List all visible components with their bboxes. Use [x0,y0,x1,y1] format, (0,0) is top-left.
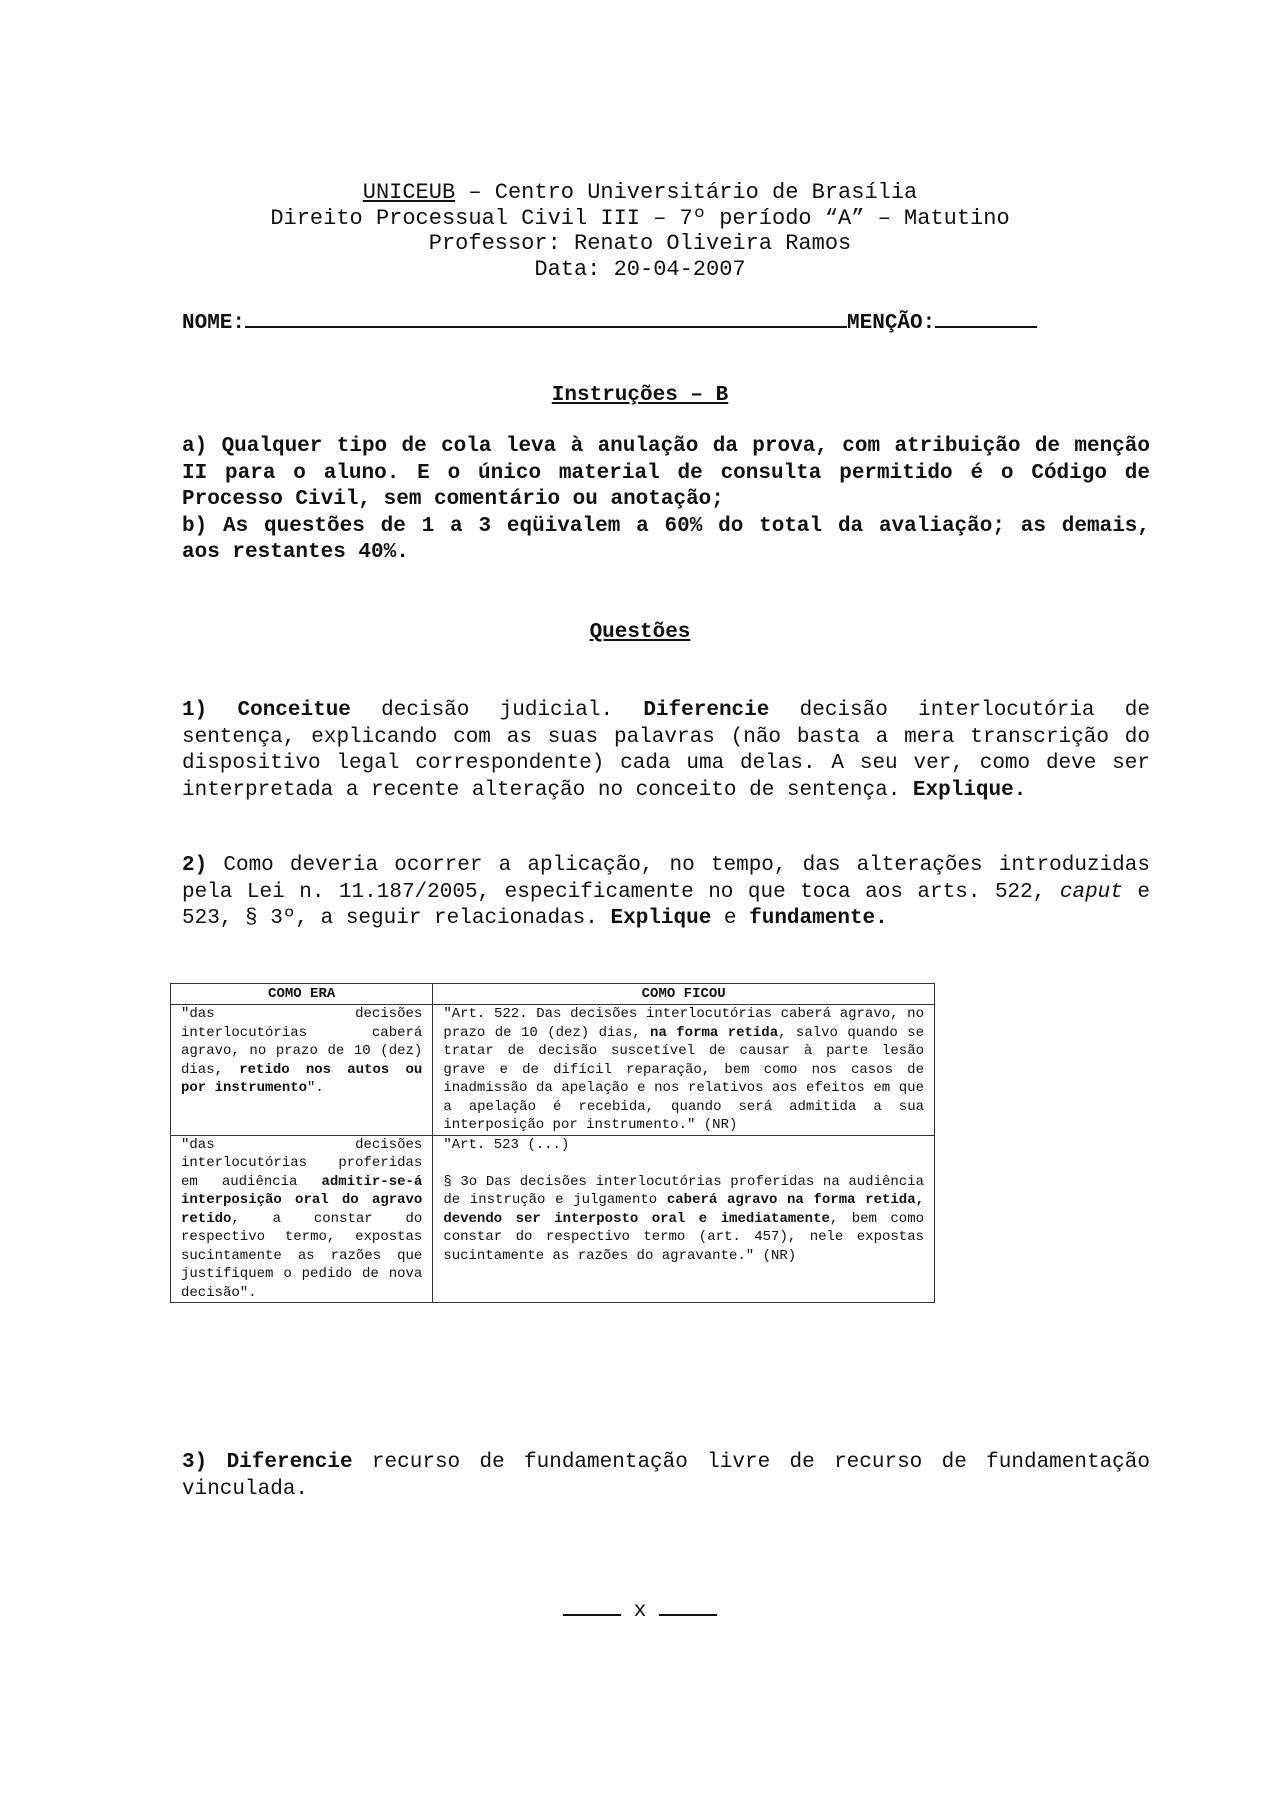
question-2 [182,853,1150,933]
professor-line: Professor: Renato Oliveira Ramos [428,231,852,256]
row1-before-text: "das decisões interlocutórias caberá agravo, no prazo de 10 (dez) dias, [181,1006,423,1078]
student-name-line [182,308,1082,335]
exam-header [0,180,1280,282]
q1-number: 1) [182,699,208,722]
q1-text-2: decisão interlocutória de sentença, explicando com as suas palavras (não basta a mera transcrição do dispositivo legal correspondente) cada uma delas. A seu ver, como deve ser interpretada a recente alteração no conceito de sentença. [182,699,1150,802]
table-header-row [171,984,935,1005]
q2-verb-fundamente: fundamente. [749,907,888,930]
header-como-era: COMO ERA [171,984,433,1005]
name-blank[interactable] [245,308,847,328]
course-line: Direito Processual Civil III – 7º período “A” – Matutino [270,205,1010,231]
institution-name: – Centro Universitário de Brasília [455,180,918,205]
row2-before-cell [171,1135,433,1303]
row2-before-bold: admitir-se-á interposição oral do agravo retido [181,1173,423,1227]
name-label: NOME: [182,312,246,335]
row2-after-text: § 3o Das decisões interlocutórias proferidas na audiência de instrução e julgamento [443,1173,924,1208]
row1-after-cell [433,1005,935,1136]
question-3 [182,1450,1150,1503]
row2-before-text: "das decisões interlocutórias proferidas em audiência [181,1136,423,1190]
date-line: Data: 20-04-2007 [534,256,746,282]
footer-mark [0,1598,1280,1623]
row1-before-cell [171,1005,433,1136]
row2-after-cell [433,1135,935,1303]
footer-x: x [621,1600,659,1623]
row2-after-spacer [443,1154,924,1173]
question-1 [182,698,1150,804]
q2-text-1: Como deveria ocorrer a aplicação, no tempo, das alterações introduzidas pela Lei n. 11.187/2005, especificamente no que toca aos arts. 522, [182,854,1150,904]
row1-before-end: ". [307,1080,324,1096]
q3-text-1: recurso de fundamentação livre de recurso de fundamentação vinculada. [182,1451,1150,1501]
row2-after-end: , bem como constar do respectivo termo (art. 457), nele expostas sucintamente as razões do agravante." (NR) [443,1210,925,1264]
row2-after-paragraph [443,1173,924,1266]
q1-text-1: decisão judicial. [350,699,644,722]
q2-text-3: e [711,907,750,930]
table-row [171,1005,935,1136]
q1-verb-explique: Explique. [912,778,1027,802]
row2-before-end: , a constar do respectivo termo, expostas sucintamente as razões que justifiquem o pedido de nova decisão". [181,1210,423,1301]
row1-before-bold: retido nos autos ou por instrumento [181,1061,423,1096]
row1-after-bold: na forma retida [650,1024,779,1041]
header-como-ficou: COMO FICOU [433,984,935,1005]
q1-verb-conceitue: Conceitue [237,699,351,722]
instructions-block [182,434,1150,567]
grade-blank[interactable] [935,308,1037,328]
instructions-title: Instruções – B [551,384,729,407]
q1-verb-diferencie: Diferencie [643,699,770,722]
q3-number: 3) [182,1451,208,1474]
q2-number: 2) [182,854,208,877]
q2-text-2: e 523, § 3º, a seguir relacionadas. [182,880,1150,930]
row2-after-article: "Art. 523 (...) [443,1136,570,1153]
footer-line-right [659,1598,717,1616]
questions-title: Questões [589,621,691,644]
q2-caput: caput [1059,880,1123,904]
row2-after-bold: caberá agravo na forma retida, devendo ser interposto oral e imediatamente [443,1192,924,1227]
grade-label: MENÇÃO: [847,312,936,335]
institution-line [0,180,1280,206]
instruction-b: b) As questões de 1 a 3 eqüivalem a 60% do total da avaliação; as demais, aos restantes 40%. [182,514,1150,564]
comparison-table [170,983,935,1303]
footer-line-left [563,1598,621,1616]
row1-after-end: , salvo quando se tratar de decisão suscetível de causar à parte lesão grave e de difícil reparação, bem como nos casos de inadmissão da apelação e nos relativos aos efeitos em que a apelação é recebida, quando será admitida a sua interposição por instrumento." (NR) [443,1024,924,1133]
table-row [171,1135,935,1303]
q3-verb-diferencie: Diferencie [226,1451,353,1474]
instruction-a: a) Qualquer tipo de cola leva à anulação da prova, com atribuição de menção II para o aluno. E o único material de consulta permitido é o Código de Processo Civil, sem comentário ou anotação; [182,435,1150,511]
q2-verb-explique: Explique [610,907,712,930]
institution-abbr: UNICEUB [362,180,456,205]
row1-after-text: "Art. 522. Das decisões interlocutórias caberá agravo, no prazo de 10 (dez) dias, [443,1006,924,1041]
